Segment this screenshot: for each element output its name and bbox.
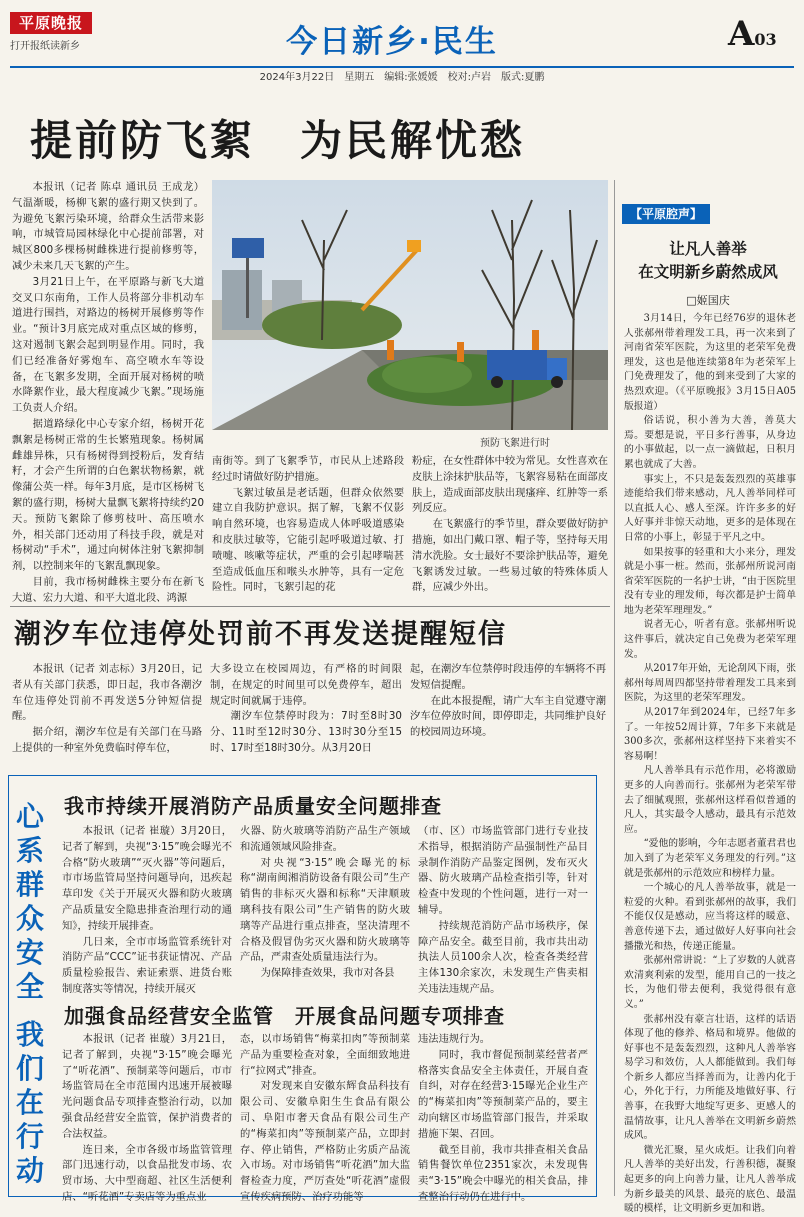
paragraph: 截至目前，我市共排查相关食品销售餐饮单位2351家次，未发现售卖“3·15”晚会中曝光的相关食品，排查整治行动仍在进行中。 <box>418 1143 588 1203</box>
article3-headline: 我市持续开展消防产品质量安全问题排查 <box>64 794 442 818</box>
dateline: 2024年3月22日 星期五 编辑:张媛媛 校对:卢岩 版式:夏鹏 <box>259 72 545 83</box>
paragraph: 同时，我市督促预制菜经营者严格落实食品安全主体责任，开展自查自纠，对存在经营3·15曝光企业生产的“梅菜扣肉”等预制菜产品的，要主动向辖区市场监管部门报告，并采取措施下架、召回。 <box>418 1048 588 1140</box>
page-digits: 03 <box>754 30 777 49</box>
paragraph: 一个城心的凡人善举故事，就是一粒爱的火种。看到张郝州的故事，我们不能仅仅是感动，应当将这样的暖意、善意传递下去，通过做好人好事向社会播撒光和热，传递正能量。 <box>624 882 796 952</box>
paragraph: 持续规范消防产品市场秩序，保障产品安全。截至目前，我市共出动执法人员100余人次，检查各类经营主体130余家次，未发现生产售卖相关违法违规产品。 <box>418 919 588 995</box>
slogan-char: 们 <box>15 1052 44 1085</box>
opinion-body <box>624 312 796 1215</box>
paragraph: 从2017年开始，无论刮风下雨，张郝州每周周四都坚持带着理发工具来到医院，为这里的老荣军理发。 <box>624 663 796 704</box>
page-number <box>728 14 777 54</box>
opinion-headline <box>620 238 796 284</box>
article1-col2 <box>212 454 404 604</box>
section-divider <box>10 606 610 607</box>
article1-headline: 提前防飞絮 为民解忧愁 <box>30 116 526 165</box>
paragraph: 为保障排查效果，我市对各县 <box>260 967 395 980</box>
article1-photo <box>212 180 608 430</box>
paragraph: 飞絮过敏虽是老话题，但群众依然要建立自我防护意识。据了解，飞絮不仅影响自然环境，也容易造成人体呼吸道感染和皮肤过敏等，它能引起呼吸道过敏、打喷嚏、咳嗽等症状，严重的会引起哮喘甚至造成低血压和喉头水肿等，具有一定危险性。同时，飞絮引起的花 <box>212 486 404 594</box>
paragraph: 在飞絮盛行的季节里，群众要做好防护措施，如出门戴口罩、帽子等，坚持每天用清水洗脸。女士最好不要涂护肤品等，避免飞絮诱发过敏。一些易过敏的特殊体质人群，应减少外出。 <box>412 518 608 594</box>
newspaper-logo: 平原晚报 <box>10 12 92 34</box>
paragraph: 在此本报提醒，请广大车主自觉遵守潮汐车位停放时间，即停即走，共同维护良好的校园周边环境。 <box>410 694 606 739</box>
paragraph: 事实上，不只是轰轰烈烈的英雄事迹能给我们带来感动，凡人善举同样可以直抵人心、感人至深。许许多多的好人好事并非惊天动地，更多的是体现在日常的小事上，彰显于平凡之中。 <box>624 473 796 543</box>
slogan-char: 动 <box>15 1154 44 1187</box>
paragraph: 3月14日，今年已经76岁的退休老人张郝州带着理发工具，再一次来到了河南省荣军医院，为这里的老荣军免费理发，这也是他连续第8年为老荣军上门免费理发了，他的到来受到了大家的热烈欢迎。（《平原晚报》3月15日A05版报道） <box>624 313 796 412</box>
column-tag: 【平原腔声】 <box>622 204 710 224</box>
article2-col1 <box>12 662 202 766</box>
paragraph: 目前，我市杨树雌株主要分布在新飞大道、宏力大道、和平大道北段、鸿源 <box>12 575 204 604</box>
paragraph: 对央视“3·15”晚会曝光的标称“湖南闽湘消防设备有限公司”生产销售的非标灭火器和标称“天津顺玻璃科技有限公司”生产销售的防火玻璃等产品进行重点排查，坚决清理不合格及假冒伪劣灭火器和防火玻璃等产品，严肃查处质量违法行为。 <box>240 856 410 964</box>
article2-headline: 潮汐车位违停处罚前不再发送提醒短信 <box>14 619 507 650</box>
paragraph: 凡人善举具有示范作用，必将激励更多的人向善而行。张郝州为老荣军带去了细腻观照，张郝州这样看似普通的凡人，其实最令人感动，最具有示范效应。 <box>624 765 796 835</box>
paragraph: “爱他的影响，今年志愿者董君君也加入到了为老荣军义务理发的行列。”这就是张郝州的示范效应和榜样力量。 <box>624 838 796 879</box>
paragraph: 南街等。到了飞絮季节，市民从上述路段经过时请做好防护措施。 <box>212 455 404 483</box>
street-trimming-photo <box>212 180 608 430</box>
paragraph: 连日来，全市各级市场监管管理部门迅速行动，以食品批发市场、农贸市场、大中型商超、社区生活便利店、“听花酒”专卖店等为重点业 <box>62 1143 232 1203</box>
opinion-headline-line2: 在文明新乡蔚然成风 <box>638 263 778 281</box>
paragraph: 大多设立在校园周边，有严格的时间限制，在规定的时间里可以免费停车，超出规定时间就属于违停。 <box>210 663 402 707</box>
paragraph: 粉症，在女性群体中较为常见。女性喜欢在皮肤上涂抹护肤品等，飞絮容易粘在面部皮肤上，造成面部皮肤出现瘙痒、红肿等一系列反应。 <box>412 455 608 515</box>
paragraph: 本报讯（记者 刘志标）3月20日，记者从有关部门获悉，即日起，我市各潮汐车位违停处罚前不再发送5分钟短信提醒。 <box>12 663 202 723</box>
page-letter: A <box>728 14 755 54</box>
slogan-char: 心 <box>15 800 44 833</box>
opinion-headline-line1: 让凡人善举 <box>669 240 747 258</box>
paragraph: 本报讯（记者 陈卓 通讯员 王成龙）气温渐暖，杨柳飞絮的盛行期又快到了。为避免飞絮污染环境，给群众生活带来影响，市城管局园林绿化中心提前部署，对城区800多棵杨树雌株进行提前修剪等，减少未来几天飞絮的产生。 <box>12 181 204 272</box>
article4-col2 <box>240 1032 410 1203</box>
paragraph: 对发现来自安徽东辉食品科技有限公司、安徽阜阳生生食品有限公司、阜阳市奢天食品有限公司生产的“梅菜扣肉”等预制菜产品，立即封存、停止销售，严格防止劣质产品流入市场。对市场销售“听花酒”加大监督检查力度，严厉查处“听花酒”虚假宣传疾病预防、治疗功能等 <box>240 1080 410 1203</box>
slogan-char: 众 <box>15 902 44 935</box>
slogan-char: 行 <box>15 1120 44 1153</box>
slogan-char: 系 <box>15 834 44 867</box>
paragraph: 态，以市场销售“梅菜扣肉”等预制菜产品为重要检查对象，全面细致地进行“拉网式”排查。 <box>240 1033 410 1077</box>
article1-col3 <box>412 454 608 604</box>
article3-col2 <box>240 824 410 996</box>
paragraph: 几日来，全市市场监管系统针对消防产品“CCC”证书获证情况、产品质量检验报告、索证索票、进货台账制度落实等情况，持续开展灭 <box>62 935 232 995</box>
paragraph: 俗话说，积小善为大善，善莫大焉。要想是说，平日多行善事，从身边的小事做起，以一点一滴做起，日积月累也就成了大善。 <box>624 415 796 470</box>
article2-col3 <box>410 662 606 766</box>
slogan-char: 群 <box>15 868 44 901</box>
article3-col3 <box>418 824 588 996</box>
paragraph: 起，在潮汐车位禁停时段违停的车辆将不再发短信提醒。 <box>410 663 606 691</box>
slogan-char: 我 <box>15 1018 44 1051</box>
article2-col2 <box>210 662 402 766</box>
paragraph: 潮汐车位禁停时段为：7时至8时30分、11时至12时30分、13时30分至15时、17时至18时30分。从3月20日 <box>210 710 402 754</box>
paragraph: 张郝州常讲说：“上了岁数的人就喜欢清爽利索的发型，能用自己的一技之长，为他们带去便利，我觉得很有意义。” <box>624 955 796 1010</box>
opinion-author: □姬国庆 <box>686 294 730 307</box>
slogan-char: 在 <box>15 1086 44 1119</box>
paragraph: 本报讯（记者 崔璇）3月21日，记者了解到，央视“3·15”晚会曝光了“听花酒”、预制菜等问题后，市市场监管局在全市范围内迅速开展被曝光问题食品专项排查整治行动，以加强食品经营安全监管，保护消费者的合法权益。 <box>62 1033 232 1140</box>
article4-col1 <box>62 1032 232 1203</box>
photo-caption: 预防飞絮进行时 <box>480 438 550 449</box>
paragraph: 如果按事的轻重和大小来分，理发就是小事一桩。然而，张郝州所说河南省荣军医院的一名护士讲，“由于医院里没有专业的理发师，每次都是护士简单地为老荣军理理发。” <box>624 546 796 616</box>
newspaper-slogan: 打开报纸读新乡 <box>10 41 80 52</box>
article1-col1 <box>12 180 204 604</box>
article4-col3 <box>418 1032 588 1203</box>
paragraph: 据介绍，潮汐车位是有关部门在马路上提供的一种室外免费临时停车位， <box>12 726 202 754</box>
paragraph: 本报讯（记者 崔璇）3月20日，记者了解到，央视“3·15”晚会曝光不合格“防火玻璃”“灭火器”等问题后，市市场监管局坚持问题导向，迅疾起草印发《关于开展灭火器和防火玻璃产品质量安全隐患排查治理行动的通知》，持续开展排查。 <box>62 825 232 932</box>
slogan-char: 安 <box>15 936 44 969</box>
paragraph: （市、区）市场监管部门进行专业技术指导，根据消防产品强制性产品目录制作消防产品鉴定图例，发布灭火器、防火玻璃产品检查指引等，针对检查中发现的个性问题，进行一对一辅导。 <box>418 825 588 916</box>
paragraph: 从2017年到2024年，已经7年多了。一年按52周计算，7年多下来就是300多次，张郝州这样坚持下来着实不容易啊！ <box>624 707 796 762</box>
paragraph: 3月21日上午，在平原路与新飞大道交叉口东南角，工作人员将部分非机动车道进行围挡，对路边的杨树开展修剪等作业。“预计3月底完成对重点区域的修剪，这对遏制飞絮会起到明显作用。同时，我们已经准备好雾炮车、高空喷水车等设备，在飞絮多发期，全面开展对杨树的喷水降絮作业，最大程度减少飞絮。”现场施工负责人介绍。 <box>12 275 204 415</box>
section-title: 今日新乡·民生 <box>286 24 498 60</box>
paragraph: 微光汇聚，星火成炬。让我们向着凡人善举的美好出发，行善积德，凝聚起更多的向上向善力量，让凡人善举成为新乡最美的风景、最亮的底色、最温暖的模样，让文明新乡更加和谐。 <box>624 1144 796 1215</box>
column-divider <box>614 180 615 1196</box>
article4-headline: 加强食品经营安全监管 开展食品问题专项排查 <box>64 1004 505 1028</box>
side-slogan <box>10 800 50 1190</box>
paragraph: 违法违规行为。 <box>418 1033 491 1045</box>
paragraph: 说者无心，听者有意。张郝州听说这件事后，就决定自己免费为老荣军理发。 <box>624 619 796 660</box>
paragraph: 据道路绿化中心专家介绍，杨树开花飘絮是杨树正常的生长繁殖现象。杨树属雌雄异株，只有杨树得到授粉后，发育结籽，才会产生所谓的白色絮状物杨絮，就像蒲公英一样。每年3月底，是市区杨树飞絮的盛行期，杨树大量飘飞絮将持续约20天。预防飞絮除了修剪枝叶、高压喷水外，相关部门还动用了科技手段，就是对杨树动“手术”，通过向树体注射飞絮抑制剂，以控制来年的飞絮乱飘现象。 <box>12 417 204 573</box>
article3-col1 <box>62 824 232 996</box>
paragraph: 张郝州没有豪言壮语，这样的话语体现了他的修养、格局和境界。他做的好事也不是轰轰烈烈，这种凡人善举容易学习和效仿，人人都能做到。我们每个新乡人都应当择善而为，让善内化于心，外化于行，力所能及地做好事、行善事，在我野大地绽写更多、更感人的温情故事，让凡人善举在文明新乡蔚然成风。 <box>624 1013 796 1142</box>
paragraph: 火器、防火玻璃等消防产品生产领域和流通领域风险排查。 <box>240 825 410 853</box>
slogan-char: 全 <box>15 970 44 1003</box>
